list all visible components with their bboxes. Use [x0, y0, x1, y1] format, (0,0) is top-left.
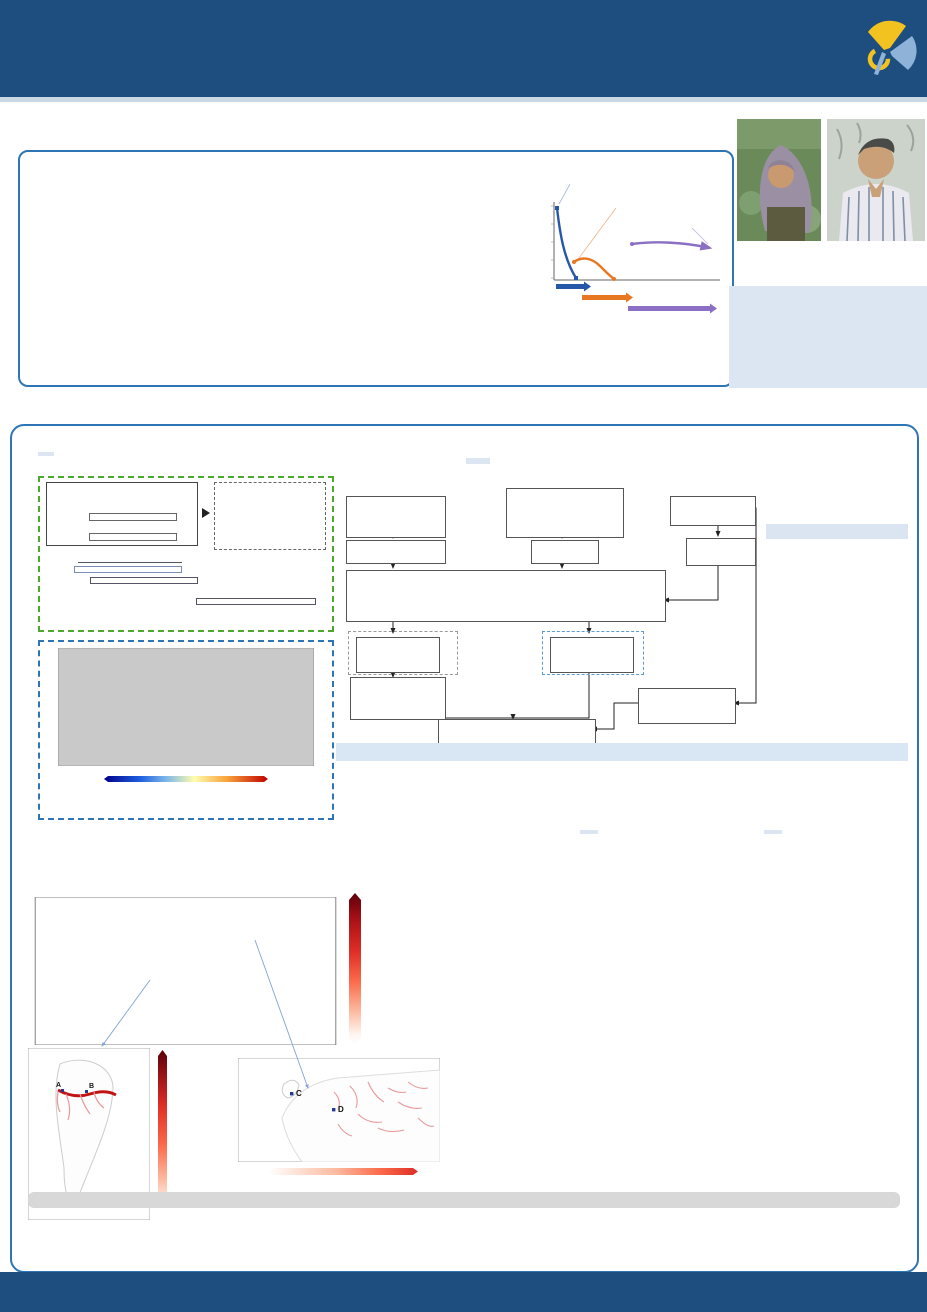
node-hydrological-model — [346, 570, 666, 622]
person-name-student — [729, 245, 829, 261]
ensemble-bar-2 — [89, 533, 177, 541]
large-catchment-label — [580, 830, 598, 834]
output-body — [215, 486, 325, 488]
expected-outcome-box — [28, 1192, 900, 1208]
precipitation-world-map — [58, 648, 314, 766]
node-ens-mean-forecast — [350, 677, 446, 720]
person-name-professor — [825, 245, 927, 261]
references-box — [729, 286, 927, 388]
node-forecasted-discharge-1 — [356, 637, 440, 673]
ensemble-bar-1 — [89, 513, 177, 521]
sim1-flow-arrow-icon — [202, 508, 210, 518]
small-catchment-label — [764, 830, 782, 834]
sim1-ruler — [78, 562, 182, 563]
node-observed-grdc — [638, 688, 736, 724]
study-area-label — [38, 452, 54, 456]
node-statistical-evaluation — [438, 719, 596, 745]
realtime-forecast-box — [46, 482, 198, 546]
node-restart-file — [686, 538, 756, 566]
sim2-colorbar — [104, 776, 268, 782]
node-improved-precip — [506, 488, 624, 538]
photo-professor — [827, 119, 925, 241]
hydrograph-panel-b — [573, 968, 746, 1060]
svg-text:A: A — [56, 1082, 62, 1089]
node-ens-mean — [531, 540, 599, 564]
sim1-bar-jan9 — [90, 577, 198, 584]
sim1-bar-dec31 — [196, 598, 316, 605]
svg-text:B: B — [89, 1083, 95, 1090]
header-divider — [0, 97, 927, 102]
footer-bar — [0, 1272, 927, 1312]
node-ecmwf-s2s — [346, 496, 446, 538]
node-51-ensemble — [346, 540, 446, 564]
inset-connector-arrows — [0, 880, 560, 1240]
node-forecasted-discharge-2 — [550, 637, 634, 673]
method-steps-list — [336, 749, 908, 761]
output-box — [214, 482, 326, 550]
method-steps-box — [336, 743, 908, 761]
hydrograph-panel-a — [573, 856, 746, 966]
forecast-skill-figure — [524, 162, 724, 326]
photo-student — [737, 119, 821, 241]
sim1-bar-jan2 — [74, 566, 182, 573]
forecast-skill-plot — [524, 162, 724, 326]
svg-text:D: D — [338, 1105, 344, 1114]
experiment-title — [466, 458, 490, 464]
hydrograph-panel-d — [753, 968, 920, 1060]
ils-params-box — [766, 524, 908, 539]
header-bar — [0, 0, 927, 97]
node-era5 — [670, 496, 756, 526]
figure-source — [522, 330, 727, 342]
svg-text:C: C — [296, 1089, 302, 1098]
hydrograph-panel-c — [753, 856, 920, 966]
university-ginkgo-logo-icon — [852, 12, 920, 84]
